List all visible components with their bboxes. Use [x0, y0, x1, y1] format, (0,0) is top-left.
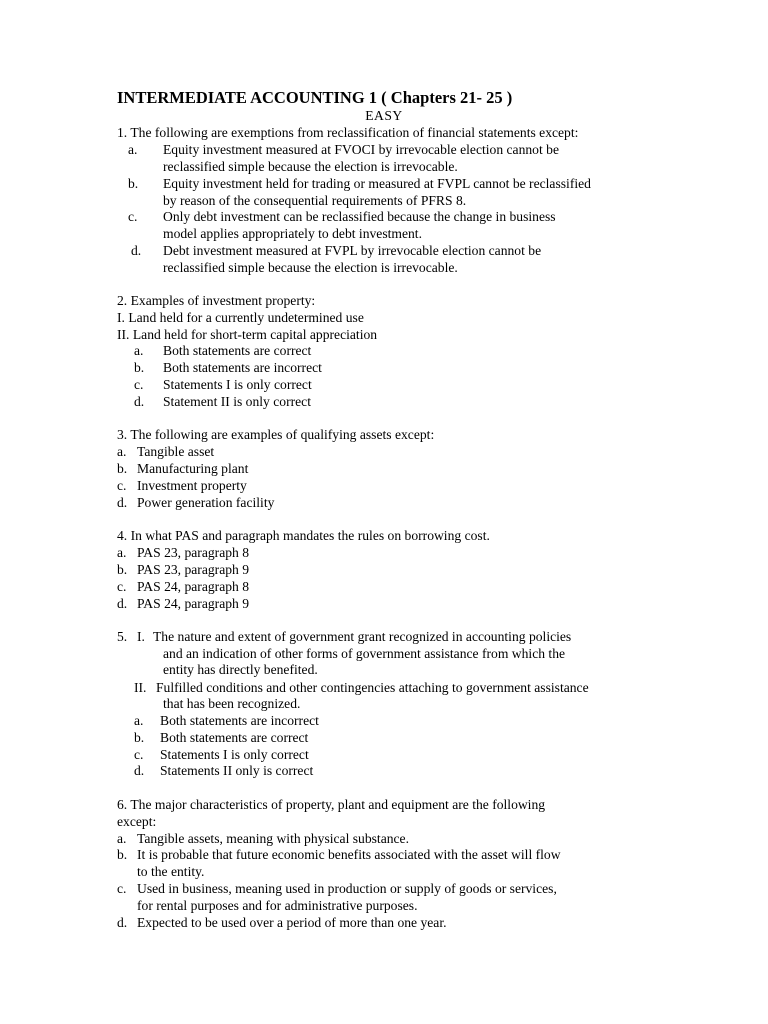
- q3-a-text: Tangible asset: [137, 444, 215, 459]
- q1-stem: 1. The following are exemptions from reclassification of financial statements except:: [117, 125, 579, 140]
- q1-d-label: d.: [131, 243, 142, 258]
- q3-b-label: b.: [117, 461, 128, 476]
- q1-a-label: a.: [128, 142, 138, 157]
- q1-c-line1: Only debt investment can be reclassified because the change in business: [163, 209, 556, 224]
- q6-b-line1: It is probable that future economic benefits associated with the asset will flow: [137, 847, 561, 862]
- q6-stem-line2: except:: [117, 814, 157, 829]
- q5-c-label: c.: [134, 747, 144, 762]
- q6-a-label: a.: [117, 831, 127, 846]
- q5-statement-1-label: I.: [137, 629, 145, 644]
- q1-b-line2: by reason of the consequential requirements of PFRS 8.: [163, 193, 467, 208]
- q5-number: 5.: [117, 629, 128, 644]
- q5-statement-2-label: II.: [134, 680, 147, 695]
- q2-stem: 2. Examples of investment property:: [117, 293, 316, 308]
- q5-statement-2-line2: that has been recognized.: [163, 696, 301, 711]
- q6-b-label: b.: [117, 847, 128, 862]
- q6-c-line1: Used in business, meaning used in production or supply of goods or services,: [137, 881, 557, 896]
- q5-b-label: b.: [134, 730, 145, 745]
- q4-d-text: PAS 24, paragraph 9: [137, 596, 250, 611]
- q3-d-text: Power generation facility: [137, 495, 275, 510]
- q5-d-label: d.: [134, 763, 145, 778]
- q2-c-label: c.: [134, 377, 144, 392]
- q6-d-label: d.: [117, 915, 128, 930]
- q1-a-line2: reclassified simple because the election is irrevocable.: [163, 159, 458, 174]
- q1-a-line1: Equity investment measured at FVOCI by irrevocable election cannot be: [163, 142, 559, 157]
- q5-a-label: a.: [134, 713, 144, 728]
- q2-b-text: Both statements are incorrect: [163, 360, 322, 375]
- q1-d-line1: Debt investment measured at FVPL by irrevocable election cannot be: [163, 243, 542, 258]
- q1-d-line2: reclassified simple because the election is irrevocable.: [163, 260, 458, 275]
- q1-b-line1: Equity investment held for trading or measured at FVPL cannot be reclassified: [163, 176, 591, 191]
- q4-d-label: d.: [117, 596, 128, 611]
- document-title: INTERMEDIATE ACCOUNTING 1 ( Chapters 21- 25 ): [117, 88, 513, 107]
- q3-stem: 3. The following are examples of qualifying assets except:: [117, 427, 435, 442]
- q2-c-text: Statements I is only correct: [163, 377, 312, 392]
- q5-b-text: Both statements are correct: [160, 730, 309, 745]
- q6-b-line2: to the entity.: [137, 864, 205, 879]
- q3-a-label: a.: [117, 444, 127, 459]
- q1-b-label: b.: [128, 176, 139, 191]
- q6-c-line2: for rental purposes and for administrative purposes.: [137, 898, 418, 913]
- q2-statement-2: II. Land held for short-term capital appreciation: [117, 327, 378, 342]
- q5-d-text: Statements II only is correct: [160, 763, 314, 778]
- q1-c-label: c.: [128, 209, 138, 224]
- q4-a-text: PAS 23, paragraph 8: [137, 545, 250, 560]
- q6-stem-line1: 6. The major characteristics of property, plant and equipment are the following: [117, 797, 546, 812]
- q5-statement-1-line1: The nature and extent of government grant recognized in accounting policies: [153, 629, 572, 644]
- q4-c-label: c.: [117, 579, 127, 594]
- q2-d-label: d.: [134, 394, 145, 409]
- q4-stem: 4. In what PAS and paragraph mandates the rules on borrowing cost.: [117, 528, 490, 543]
- q4-b-text: PAS 23, paragraph 9: [137, 562, 250, 577]
- q6-c-label: c.: [117, 881, 127, 896]
- q3-d-label: d.: [117, 495, 128, 510]
- q4-c-text: PAS 24, paragraph 8: [137, 579, 250, 594]
- q4-b-label: b.: [117, 562, 128, 577]
- q5-a-text: Both statements are incorrect: [160, 713, 319, 728]
- q2-d-text: Statement II is only correct: [163, 394, 311, 409]
- q2-a-text: Both statements are correct: [163, 343, 312, 358]
- q5-statement-1-line2: and an indication of other forms of government assistance from which the: [163, 646, 566, 661]
- q2-a-label: a.: [134, 343, 144, 358]
- q2-statement-1: I. Land held for a currently undetermined use: [117, 310, 364, 325]
- q3-c-label: c.: [117, 478, 127, 493]
- q4-a-label: a.: [117, 545, 127, 560]
- q6-a-line1: Tangible assets, meaning with physical substance.: [137, 831, 409, 846]
- q3-c-text: Investment property: [137, 478, 247, 493]
- difficulty-heading: EASY: [365, 108, 403, 123]
- q1-c-line2: model applies appropriately to debt investment.: [163, 226, 422, 241]
- q5-statement-1-line3: entity has directly benefited.: [163, 662, 318, 677]
- q3-b-text: Manufacturing plant: [137, 461, 249, 476]
- q6-d-line1: Expected to be used over a period of more than one year.: [137, 915, 447, 930]
- q5-statement-2-line1: Fulfilled conditions and other contingencies attaching to government assistance: [156, 680, 589, 695]
- q5-c-text: Statements I is only correct: [160, 747, 309, 762]
- q2-b-label: b.: [134, 360, 145, 375]
